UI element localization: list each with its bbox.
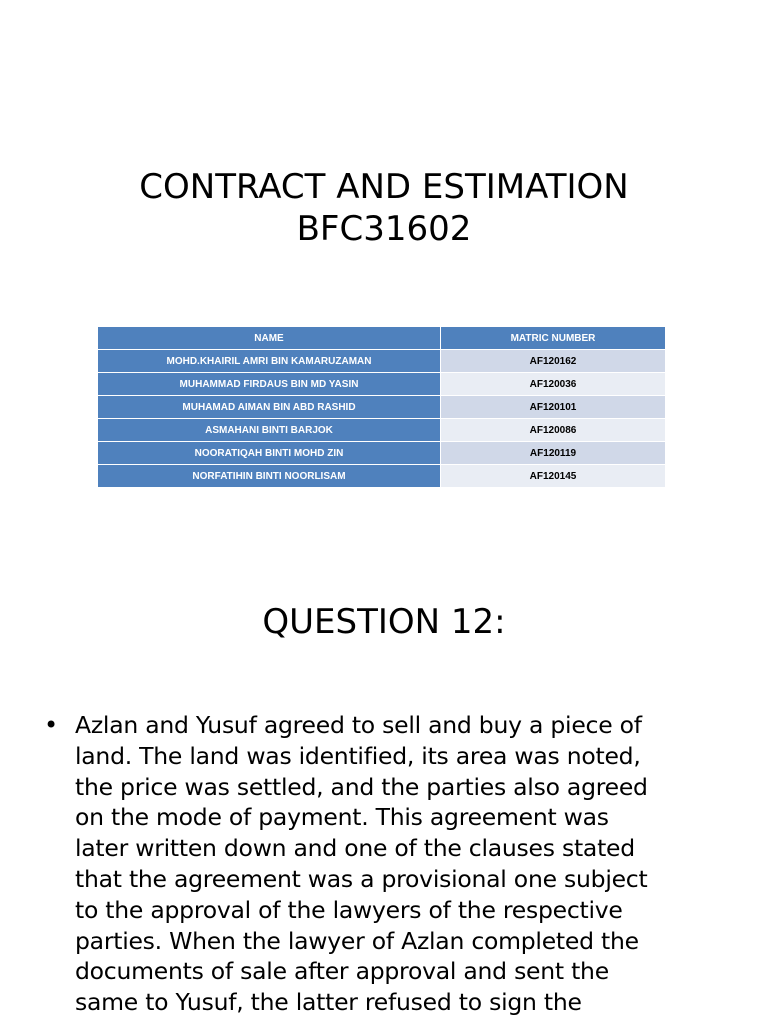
question-line: to the approval of the lawyers of the respective — [75, 895, 623, 924]
member-name: MUHAMMAD FIRDAUS BIN MD YASIN — [98, 373, 441, 396]
table-row — [98, 373, 666, 396]
matric-number: AF120036 — [441, 373, 666, 396]
matric-number: AF120101 — [441, 396, 666, 419]
matric-number: AF120145 — [441, 465, 666, 488]
title-line-1: CONTRACT AND ESTIMATION — [139, 167, 629, 207]
question-line: the price was settled, and the parties also agreed — [75, 772, 648, 801]
question-line: parties. When the lawyer of Azlan completed the — [75, 926, 639, 955]
bullet-icon: • — [44, 711, 59, 739]
question-line: land. The land was identified, its area was noted, — [75, 741, 641, 770]
slide-title — [0, 166, 768, 250]
question-bullet — [44, 710, 724, 1018]
table-row — [98, 442, 666, 465]
question-line: on the mode of payment. This agreement was — [75, 803, 609, 832]
question-line: that the agreement was a provisional one subject — [75, 864, 648, 893]
table-row — [98, 465, 666, 488]
title-line-2: BFC31602 — [296, 209, 472, 249]
header-name: NAME — [98, 327, 441, 350]
matric-number: AF120086 — [441, 419, 666, 442]
header-matric-number: MATRIC NUMBER — [441, 327, 666, 350]
question-line: documents of sale after approval and sent the — [75, 957, 609, 986]
question-line: same to Yusuf, the latter refused to sign the — [75, 988, 582, 1017]
member-name: MUHAMAD AIMAN BIN ABD RASHID — [98, 396, 441, 419]
table-row — [98, 350, 666, 373]
matric-number: AF120162 — [441, 350, 666, 373]
member-name: ASMAHANI BINTI BARJOK — [98, 419, 441, 442]
members-table — [97, 326, 666, 488]
table-row — [98, 419, 666, 442]
question-heading: QUESTION 12: — [262, 602, 506, 642]
question-line: later written down and one of the clauses stated — [75, 834, 635, 863]
member-name: NORFATIHIN BINTI NOORLISAM — [98, 465, 441, 488]
member-name: MOHD.KHAIRIL AMRI BIN KAMARUZAMAN — [98, 350, 441, 373]
table-row — [98, 396, 666, 419]
question-text — [75, 710, 724, 1018]
table-header-row — [98, 327, 666, 350]
question-line: Azlan and Yusuf agreed to sell and buy a piece of — [75, 711, 642, 739]
matric-number: AF120119 — [441, 442, 666, 465]
member-name: NOORATIQAH BINTI MOHD ZIN — [98, 442, 441, 465]
